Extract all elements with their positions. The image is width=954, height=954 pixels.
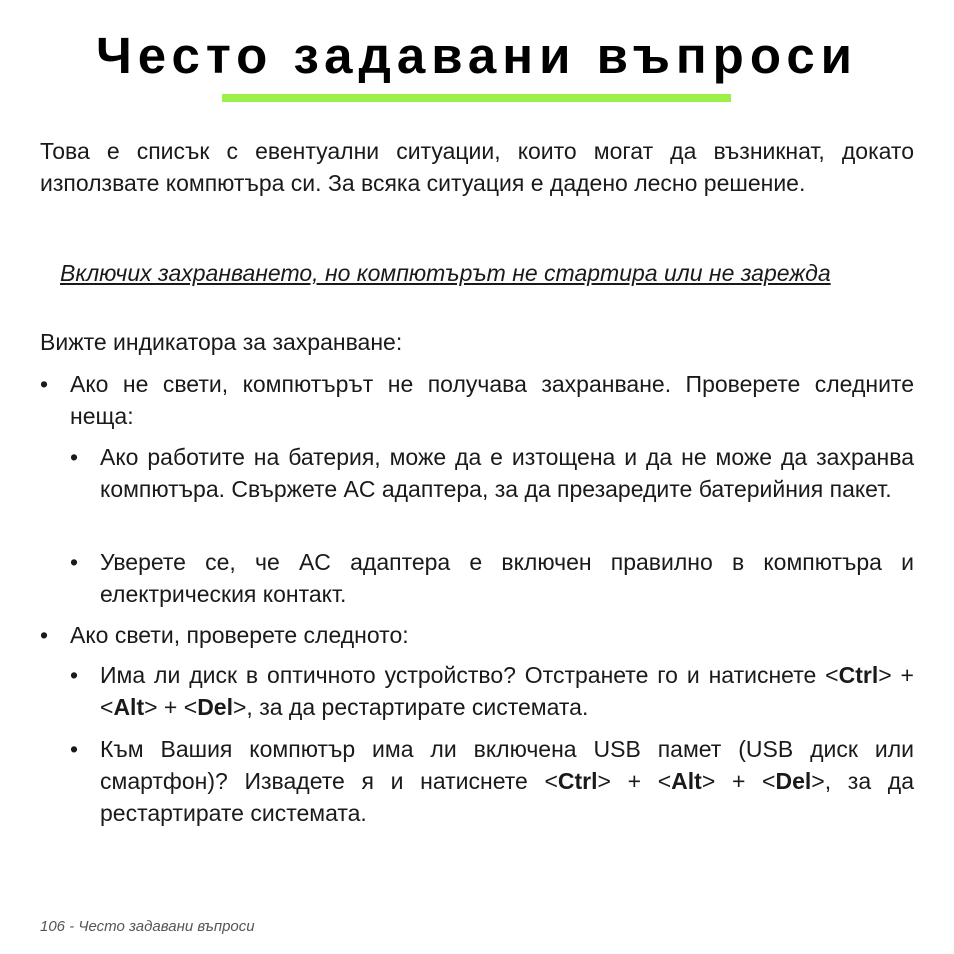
key-del: Del [775, 768, 812, 794]
list-item-adapter: Уверете се, че AC адаптера е включен правилно в компютъра и електрическия контакт. [100, 549, 914, 607]
usb-text-a: Към Вашия компютър има ли включена USB памет (USB диск или смартфон)? Извадете я и натиснете < [100, 736, 914, 794]
bullet-icon: • [70, 736, 79, 762]
title-underline [222, 94, 731, 102]
lead-text: Вижте индикатора за захранване: [40, 329, 403, 355]
intro-paragraph: Това е списък с евентуални ситуации, които могат да възникнат, докато използвате компютъра си. За всяка ситуация е дадено лесно решение. [40, 138, 914, 196]
disc-text-d: >, за да рестартирате системата. [232, 694, 589, 720]
bullet-icon: • [40, 622, 49, 648]
disc-text-b: > + < [100, 662, 914, 720]
list-item-battery: Ако работите на батерия, може да е изтощена и да не може да захранва компютъра. Свържете AC адаптера, за да презаредите батерийния пакет. [100, 444, 914, 502]
usb-text-d: >, за да рестартирате системата. [100, 768, 914, 826]
list-item-not-lit: Ако не свети, компютърът не получава захранване. Проверете следните неща: [70, 371, 914, 429]
usb-text-c: > + < [701, 768, 776, 794]
key-del: Del [197, 694, 233, 720]
key-alt: Alt [113, 694, 145, 720]
bullet-icon: • [70, 444, 79, 470]
disc-text-c: > + < [144, 694, 198, 720]
key-alt: Alt [671, 768, 702, 794]
list-item-usb [100, 733, 914, 829]
bullet-icon: • [70, 662, 79, 688]
usb-text-b: > + < [597, 768, 672, 794]
list-item-disc [100, 659, 914, 723]
disc-text-a: Има ли диск в оптичното устройство? Отстранете го и натиснете < [100, 662, 839, 688]
page-footer: 106 - Често задавани въпроси [40, 918, 255, 935]
key-ctrl: Ctrl [838, 662, 879, 688]
section-heading: Включих захранването, но компютърът не стартира или не зарежда [60, 260, 831, 286]
page-title: Често задавани въпроси [95, 27, 859, 84]
bullet-icon: • [70, 549, 79, 575]
list-item-lit: Ако свети, проверете следното: [70, 622, 409, 648]
bullet-icon: • [40, 371, 49, 397]
key-ctrl: Ctrl [557, 768, 598, 794]
